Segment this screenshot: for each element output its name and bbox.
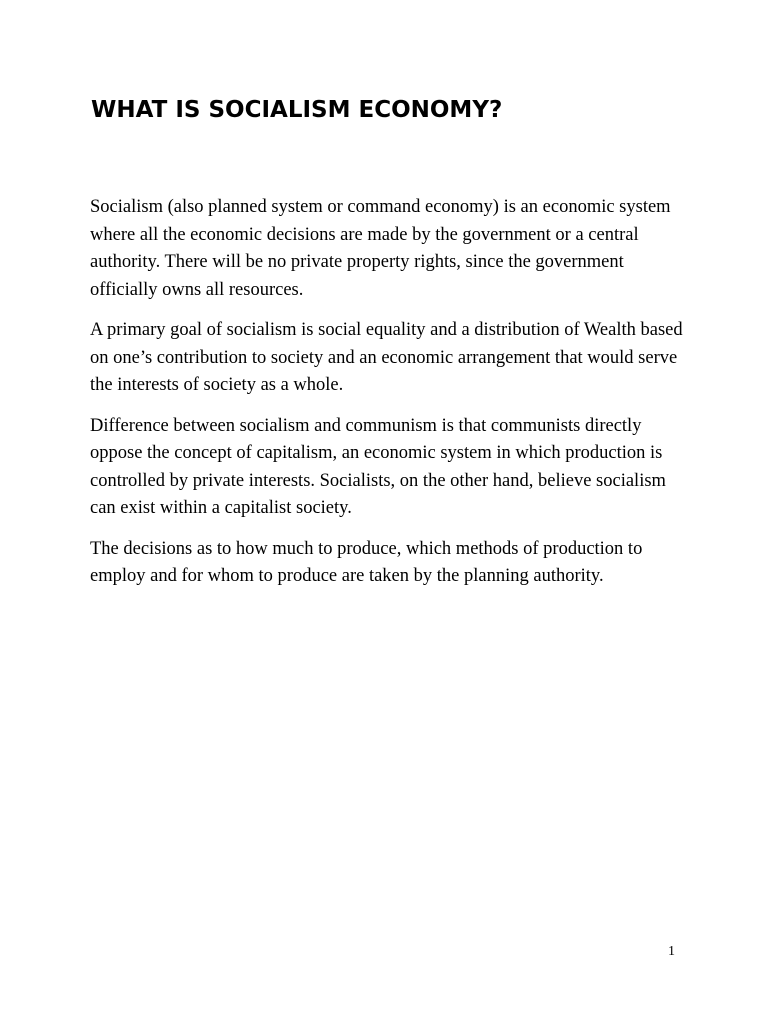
page-number: 1 bbox=[668, 944, 675, 959]
paragraph-decisions: The decisions as to how much to produce, which methods of production to employ and for whom to produce are taken by the planning authority. bbox=[90, 538, 643, 586]
paragraph-difference: Difference between socialism and communism is that communists directly oppose the concept of capitalism, an economic system in which production is controlled by private interests. Socialists, on the other hand, believe socialism can exist within a capitalist society. bbox=[90, 415, 666, 518]
paragraph-goal: A primary goal of socialism is social equality and a distribution of Wealth based on one’s contribution to society and an economic arrangement that would serve the interests of society as a whole. bbox=[90, 320, 683, 395]
document-title: WHAT IS SOCIALISM ECONOMY? bbox=[91, 97, 503, 123]
document-body bbox=[90, 194, 690, 604]
paragraph-definition: Socialism (also planned system or command economy) is an economic system where all the economic decisions are made by the government or a central authority. There will be no private property rights, since the government officially owns all resources. bbox=[90, 197, 671, 300]
